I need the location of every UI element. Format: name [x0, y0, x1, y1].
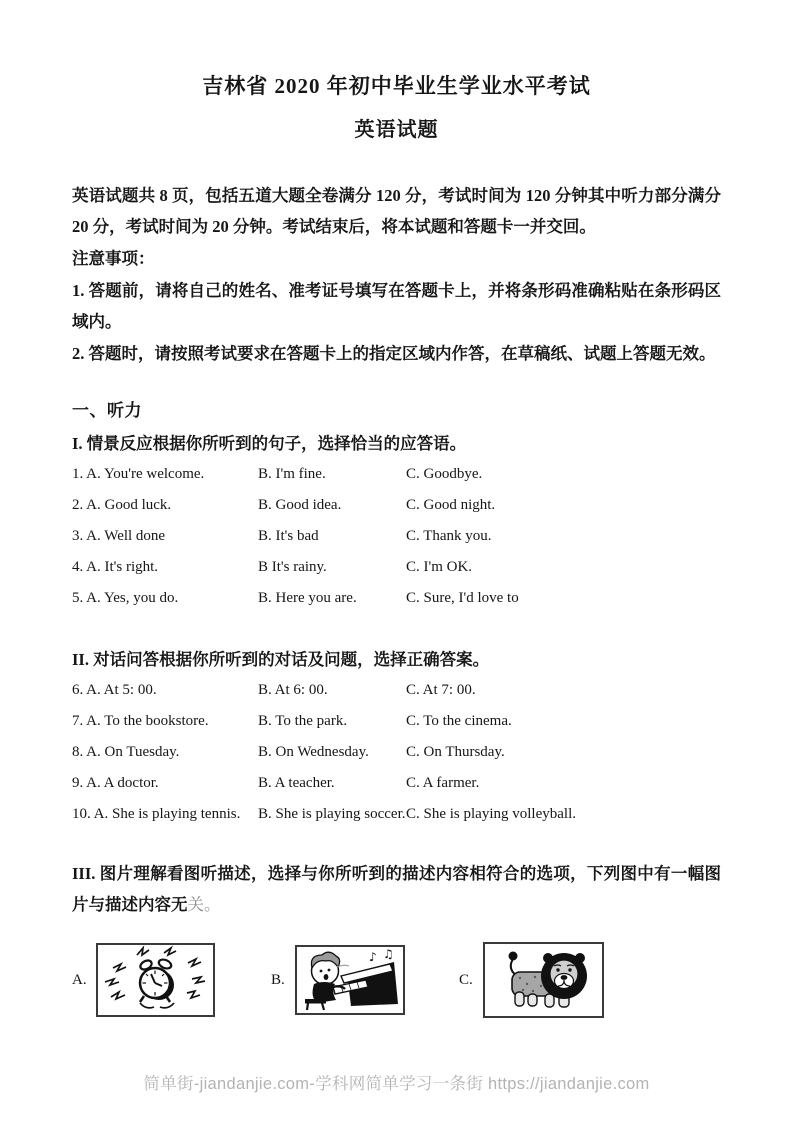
q2-option-c: C. Good night.	[406, 497, 496, 513]
question-row-4	[72, 552, 721, 583]
note-item-2: 2. 答题时，请按照考试要求在答题卡上的指定区域内作答，在草稿纸、试题上答题无效。	[72, 344, 716, 363]
picture-option-c-label: C.	[459, 971, 473, 988]
part1-heading: I. 情景反应根据你所听到的句子，选择恰当的应答语。	[72, 434, 467, 453]
lion-drawing	[485, 944, 602, 1016]
page-subtitle: 英语试题	[354, 119, 439, 141]
q6-option-c: C. At 7: 00.	[406, 682, 476, 698]
exam-instructions: 英语试题共 8 页，包括五道大题全卷满分 120 分，考试时间为 120 分钟其中听力部分满分 20 分，考试时间为 20 分钟。考试结束后，将本试题和答题卡一并交回。	[72, 186, 721, 236]
note-item-1: 1. 答题前，请将自己的姓名、准考证号填写在答题卡上，并将条形码准确粘贴在条形码区域内。	[72, 281, 721, 331]
q7-option-c: C. To the cinema.	[406, 713, 512, 729]
question-row-8	[72, 737, 721, 768]
part3-heading-main: III. 图片理解看图听描述，选择与你所听到的描述内容相符合的选项，下列图中有一幅图片与描述内容无	[72, 864, 721, 914]
q2-option-b: B. Good idea.	[258, 497, 342, 513]
q8-option-a: 8. A. On Tuesday.	[72, 744, 180, 760]
part3-heading-suffix: 关。	[187, 895, 221, 914]
q10-option-a: 10. A. She is playing tennis.	[72, 806, 241, 822]
q7-option-b: B. To the park.	[258, 713, 348, 729]
q4-option-c: C. I'm OK.	[406, 559, 473, 575]
section-heading-listening: 一、听力	[72, 401, 142, 420]
lion-image	[483, 942, 604, 1018]
q3-option-c: C. Thank you.	[406, 528, 492, 544]
q1-option-b: B. I'm fine.	[258, 466, 326, 482]
q3-option-b: B. It's bad	[258, 528, 319, 544]
alarm-clock-drawing	[98, 945, 213, 1015]
piano-boy-drawing	[297, 947, 403, 1013]
q9-option-a: 9. A. A doctor.	[72, 775, 159, 791]
svg-text:♫: ♫	[383, 947, 394, 961]
picture-options-row	[72, 942, 721, 1018]
question-row-9	[72, 768, 721, 799]
watermark-footer: 简单街-jiandanjie.com-学科网简单学习一条街 https://jiandanjie.com	[143, 1075, 650, 1093]
q2-option-a: 2. A. Good luck.	[72, 497, 172, 513]
question-row-7	[72, 706, 721, 737]
notes-title: 注意事项：	[72, 249, 155, 268]
alarm-clock-image	[96, 943, 215, 1017]
question-row-5	[72, 583, 721, 614]
piano-boy-image	[295, 945, 405, 1015]
q4-option-b: B It's rainy.	[258, 559, 327, 575]
page-title: 吉林省 2020 年初中毕业生学业水平考试	[202, 74, 591, 98]
q8-option-b: B. On Wednesday.	[258, 744, 369, 760]
question-row-2	[72, 490, 721, 521]
q10-option-b: B. She is playing soccer.	[258, 806, 406, 822]
q9-option-b: B. A teacher.	[258, 775, 335, 791]
q9-option-c: C. A farmer.	[406, 775, 480, 791]
svg-text:♪: ♪	[369, 950, 377, 964]
q3-option-a: 3. A. Well done	[72, 528, 166, 544]
picture-option-a-label: A.	[72, 971, 87, 988]
q8-option-c: C. On Thursday.	[406, 744, 505, 760]
q1-option-c: C. Goodbye.	[406, 466, 483, 482]
question-row-3	[72, 521, 721, 552]
q6-option-b: B. At 6: 00.	[258, 682, 328, 698]
question-row-6	[72, 675, 721, 706]
picture-option-b-label: B.	[271, 971, 285, 988]
q7-option-a: 7. A. To the bookstore.	[72, 713, 209, 729]
part3-heading	[72, 858, 721, 920]
q6-option-a: 6. A. At 5: 00.	[72, 682, 157, 698]
question-row-10	[72, 799, 721, 830]
q5-option-c: C. Sure, I'd love to	[406, 590, 519, 606]
q1-option-a: 1. A. You're welcome.	[72, 466, 205, 482]
q4-option-a: 4. A. It's right.	[72, 559, 159, 575]
part2-heading: II. 对话问答根据你所听到的对话及问题，选择正确答案。	[72, 650, 490, 669]
q10-option-c: C. She is playing volleyball.	[406, 806, 576, 822]
q5-option-a: 5. A. Yes, you do.	[72, 590, 179, 606]
question-row-1	[72, 459, 721, 490]
q5-option-b: B. Here you are.	[258, 590, 357, 606]
